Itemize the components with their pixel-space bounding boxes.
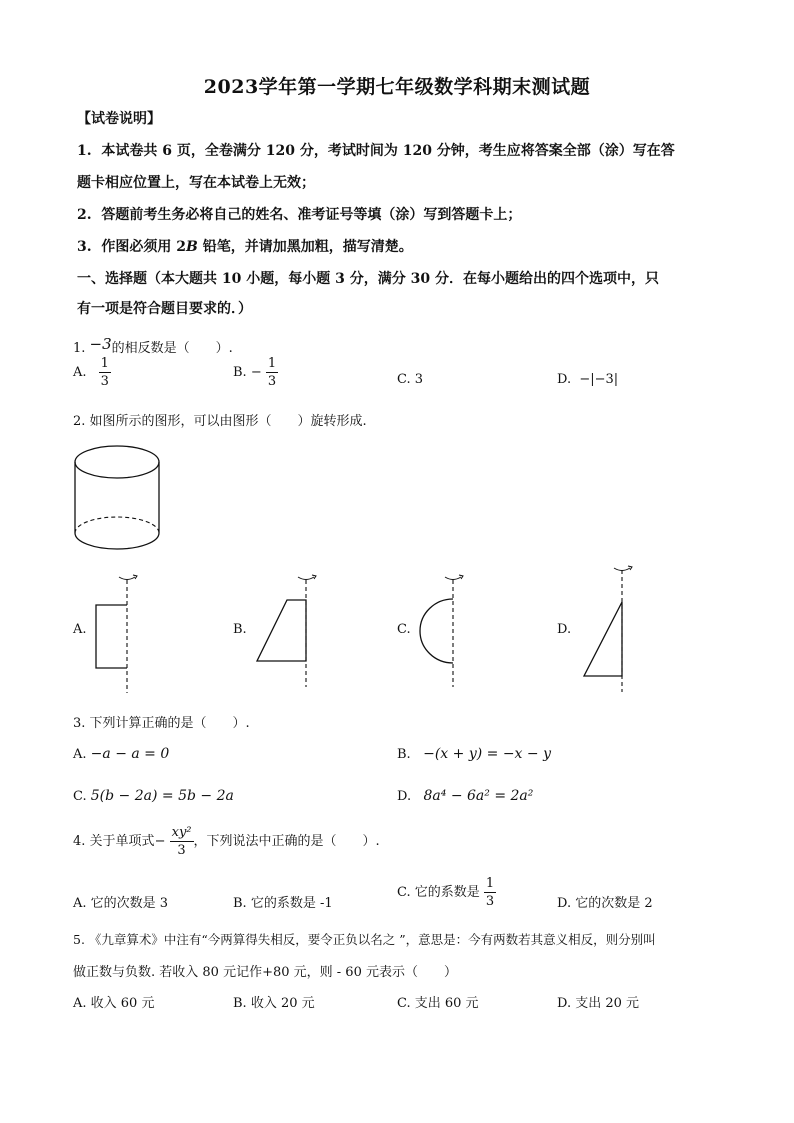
- q3-c-label: C.: [73, 789, 87, 804]
- section1-line2: 有一项是符合题目要求的．）: [77, 301, 252, 317]
- q3-d-expr: 8a⁴ − 6a² = 2a²: [423, 788, 534, 804]
- q2-option-b-figure: [257, 575, 316, 687]
- q4-num: 4.: [73, 834, 86, 849]
- q2-stem: 2. 如图所示的图形，可以由图形（ ）旋转形成.: [73, 414, 367, 429]
- note-3-num: 3.: [77, 239, 92, 255]
- note-3-italic: B: [186, 239, 198, 255]
- q5-option-d: D. 支出 20 元: [557, 996, 640, 1011]
- q1-b-sign: −: [250, 365, 262, 380]
- q3-a-expr: −a − a = 0: [90, 746, 170, 762]
- q1-expr: −3: [89, 335, 112, 353]
- q1-b-numerator: 1: [267, 356, 277, 371]
- note-2-text: 答题前考生务必将自己的姓名、准考证号等填（涂）写到答题卡上；: [101, 207, 522, 223]
- q4-c-fraction: [484, 877, 496, 908]
- q4-option-d: D. 它的次数是 2: [557, 896, 653, 911]
- q3-a-label: A.: [73, 747, 87, 762]
- note-3-tail: 铅笔，并请加黑加粗，描写清楚。: [197, 239, 413, 255]
- q3-stem: 3. 下列计算正确的是（ ）.: [73, 716, 250, 731]
- section1-line1: 一、选择题（本大题共 10 小题，每小题 3 分，满分 30 分．在每小题给出的四个选项中，只: [77, 271, 659, 287]
- q3-b-label: B.: [397, 747, 411, 762]
- note-2-num: 2.: [77, 207, 92, 223]
- q4-stem: [73, 826, 380, 857]
- q2-c-label: C.: [397, 622, 411, 637]
- q4-sign: −: [154, 834, 166, 849]
- q2-option-a-figure: [96, 575, 137, 693]
- q4-fraction: [170, 826, 194, 857]
- q3-c-expr: 5(b − 2a) = 5b − 2a: [90, 788, 234, 804]
- q4-pre: 关于单项式: [89, 834, 155, 849]
- note-1-num: 1.: [77, 143, 92, 159]
- q1-b-denominator: 3: [267, 374, 277, 389]
- q3-b-expr: −(x + y) = −x − y: [423, 746, 551, 762]
- q5-stem-line1: 5. 《九章算术》中注有“今两算得失相反，要令正负以名之 ”，意思是：今有两数若其意义相反，则分别叫: [73, 932, 656, 947]
- q4-post: ，下列说法中正确的是（ ）.: [193, 834, 380, 849]
- q2-b-label: B.: [233, 622, 247, 637]
- q4-denominator: 3: [177, 843, 186, 858]
- q2-a-label: A.: [73, 622, 87, 637]
- q1-a-label: A.: [73, 365, 87, 380]
- q1-b-label: B.: [233, 365, 247, 380]
- q5-option-b: B. 收入 20 元: [233, 996, 315, 1011]
- q5-option-a: A. 收入 60 元: [73, 996, 155, 1011]
- q1-a-denominator: 3: [100, 374, 109, 389]
- q4-numerator: xy²: [171, 825, 192, 840]
- exam-title: 2023学年第一学期七年级数学科期末测试题: [203, 76, 591, 98]
- q4-option-b: B. 它的系数是 -1: [233, 896, 333, 911]
- notes-heading: 【试卷说明】: [77, 111, 161, 127]
- q5-option-c: C. 支出 60 元: [397, 996, 479, 1011]
- note-1-text: 本试卷共 6 页，全卷满分 120 分，考试时间为 120 分钟，考生应将答案全部（涂）写在答: [101, 143, 675, 159]
- q2-d-label: D.: [557, 622, 572, 637]
- q3-option-d: [397, 788, 533, 804]
- q3-d-label: D.: [397, 789, 412, 804]
- q5-stem-line2: 做正数与负数. 若收入 80 元记作+80 元，则 - 60 元表示（ ）: [73, 965, 457, 980]
- q4-c-numerator: 1: [485, 876, 495, 891]
- q4-c-denominator: 3: [485, 894, 495, 909]
- note-3-text: 作图必须用 2: [101, 239, 186, 255]
- note-1-cont: 题卡相应位置上，写在本试卷上无效；: [77, 175, 315, 191]
- q1-c-value: 3: [414, 372, 424, 387]
- q1-text: 的相反数是（ ）.: [111, 341, 233, 356]
- q3-option-a: [73, 746, 169, 762]
- q4-option-a: A. 它的次数是 3: [73, 896, 169, 911]
- q1-num: 1.: [73, 341, 86, 356]
- q1-c-label: C.: [397, 372, 411, 387]
- q3-option-c: [73, 788, 234, 804]
- q2-option-d-figure: [584, 566, 632, 692]
- q2-option-c-figure: [420, 575, 463, 687]
- q1-d-label: D.: [557, 372, 572, 387]
- q4-option-c: [397, 877, 496, 908]
- q1-a-numerator: 1: [100, 356, 109, 371]
- q4-c-pre: C. 它的系数是: [397, 885, 480, 900]
- q1-d-value: −|−3|: [579, 372, 619, 387]
- q3-option-b: [397, 746, 551, 762]
